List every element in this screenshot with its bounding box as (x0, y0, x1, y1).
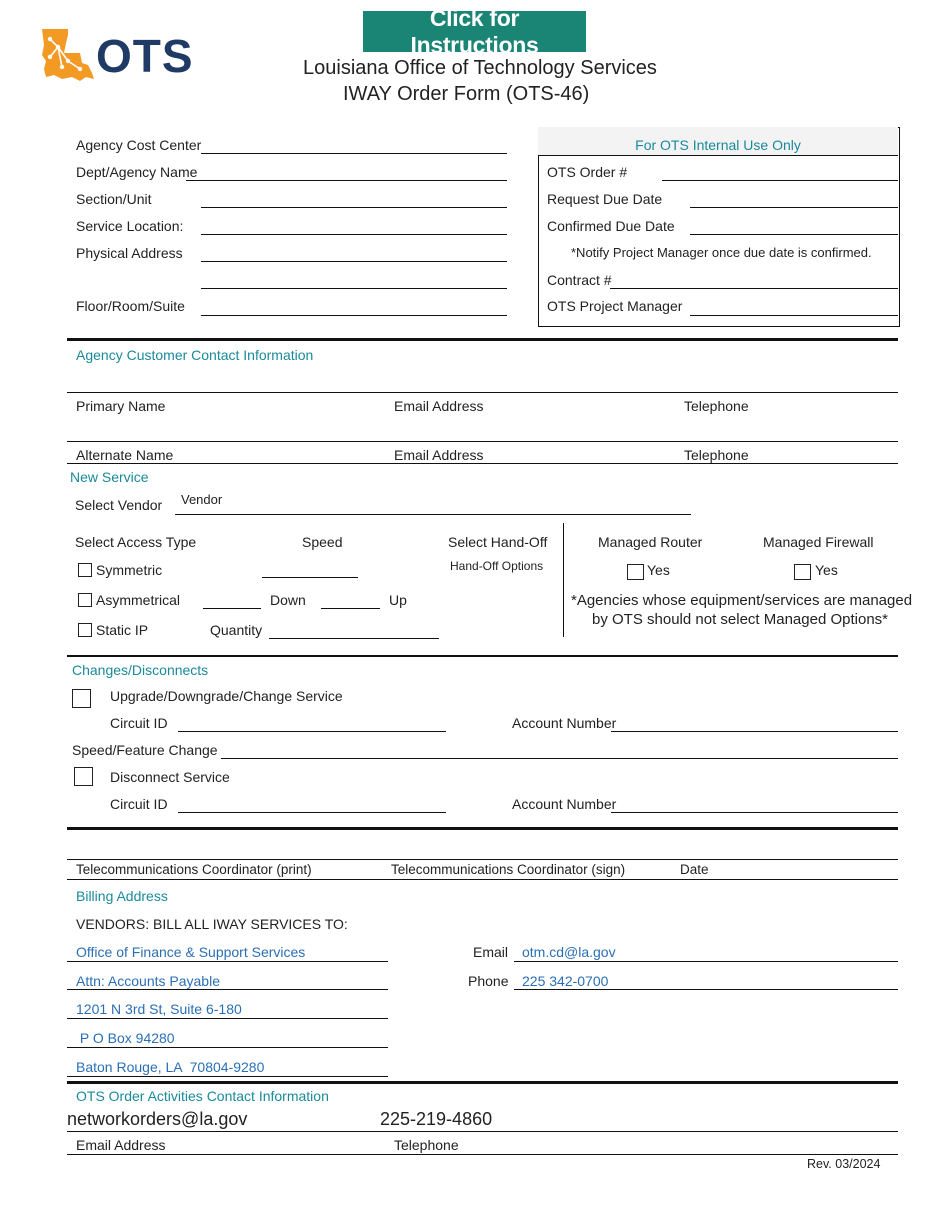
order-number-label: OTS Order # (547, 164, 628, 180)
cost-center-field[interactable] (201, 153, 507, 154)
divider (67, 463, 898, 464)
static-ip-checkbox[interactable] (78, 623, 92, 637)
ots-email-value: networkorders@la.gov (67, 1109, 248, 1129)
access-type-label: Select Access Type (75, 534, 197, 550)
managed-note-line2: by OTS should not select Managed Options* (592, 611, 889, 628)
upgrade-label: Upgrade/Downgrade/Change Service (110, 688, 343, 704)
signature-line[interactable] (67, 859, 898, 860)
new-service-heading: New Service (70, 469, 149, 485)
contact-heading: Agency Customer Contact Information (76, 347, 314, 363)
symmetric-speed-field[interactable] (262, 577, 358, 578)
billing-line-2: Attn: Accounts Payable (76, 973, 220, 989)
divider (67, 1154, 898, 1155)
vendors-note: VENDORS: BILL ALL IWAY SERVICES TO: (76, 916, 348, 932)
divider (67, 827, 898, 830)
divider (67, 879, 898, 880)
alternate-contact-line[interactable] (67, 441, 898, 442)
billing-phone-value: 225 342-0700 (522, 973, 609, 989)
order-number-field[interactable] (662, 180, 898, 181)
louisiana-state-icon (40, 27, 100, 83)
primary-email-label: Email Address (394, 398, 484, 414)
account-number-field-2[interactable] (611, 812, 898, 813)
quantity-label: Quantity (210, 622, 263, 638)
contract-field[interactable] (610, 288, 898, 289)
ots-contact-line (67, 1131, 898, 1132)
primary-contact-line[interactable] (67, 392, 898, 393)
coordinator-sign-label: Telecommunications Coordinator (sign) (391, 862, 626, 877)
billing-underline (67, 989, 388, 990)
billing-underline (67, 961, 388, 962)
billing-phone-label: Phone (468, 973, 509, 989)
speed-feature-field[interactable] (221, 758, 898, 759)
billing-underline (67, 1076, 388, 1077)
managed-firewall-yes: Yes (815, 562, 838, 578)
ots-phone-value: 225-219-4860 (380, 1109, 493, 1129)
billing-underline (67, 1018, 388, 1019)
symmetric-label: Symmetric (96, 562, 163, 578)
up-label: Up (389, 592, 407, 608)
ots-email-label: Email Address (76, 1137, 166, 1153)
circuit-id-label-2: Circuit ID (110, 796, 168, 812)
service-location-label: Service Location: (76, 218, 184, 234)
notify-note: *Notify Project Manager once due date is confirmed. (571, 245, 872, 260)
billing-heading: Billing Address (76, 888, 168, 904)
managed-note-line1: *Agencies whose equipment/services are managed (571, 592, 913, 609)
cost-center-label: Agency Cost Center (76, 137, 202, 153)
alternate-telephone-label: Telephone (684, 447, 749, 463)
dept-name-label: Dept/Agency Name (76, 164, 198, 180)
speed-feature-label: Speed/Feature Change (72, 742, 218, 758)
static-ip-label: Static IP (96, 622, 149, 638)
date-label: Date (680, 862, 709, 877)
circuit-id-field-1[interactable] (178, 731, 446, 732)
account-number-label-2: Account Number (512, 796, 617, 812)
disconnect-checkbox[interactable] (74, 767, 93, 786)
confirmed-due-field[interactable] (690, 234, 898, 235)
floor-label: Floor/Room/Suite (76, 298, 185, 314)
circuit-id-field-2[interactable] (178, 812, 446, 813)
billing-line-5: Baton Rouge, LA 70804-9280 (76, 1059, 265, 1075)
managed-firewall-label: Managed Firewall (763, 534, 874, 550)
speed-label: Speed (302, 534, 343, 550)
section-label: Section/Unit (76, 191, 152, 207)
primary-name-label: Primary Name (76, 398, 166, 414)
divider (67, 338, 898, 341)
asymmetrical-checkbox[interactable] (78, 593, 92, 607)
billing-email-link[interactable]: otm.cd@la.gov (522, 944, 616, 960)
floor-field[interactable] (201, 315, 507, 316)
handoff-select[interactable]: Hand-Off Options (450, 559, 544, 573)
billing-phone-underline (514, 989, 898, 990)
ots-logo (40, 27, 192, 83)
changes-heading: Changes/Disconnects (72, 662, 209, 678)
ots-phone-label: Telephone (394, 1137, 459, 1153)
handoff-label: Select Hand-Off (448, 534, 548, 550)
confirmed-due-label: Confirmed Due Date (547, 218, 675, 234)
managed-firewall-checkbox[interactable] (794, 564, 811, 580)
dept-name-field[interactable] (186, 180, 507, 181)
billing-line-1: Office of Finance & Support Services (76, 944, 306, 960)
logo-text: OTS (96, 30, 194, 82)
contract-label: Contract # (547, 272, 612, 288)
quantity-field[interactable] (269, 638, 439, 639)
instructions-button[interactable]: Click for Instructions (363, 11, 586, 52)
account-number-label-1: Account Number (512, 715, 617, 731)
form-title: Louisiana Office of Technology Services (303, 57, 657, 79)
revision-label: Rev. 03/2024 (807, 1157, 881, 1171)
coordinator-print-label: Telecommunications Coordinator (print) (76, 862, 312, 877)
managed-router-checkbox[interactable] (627, 564, 644, 580)
vendor-select-value: Vendor (181, 492, 223, 507)
managed-router-yes: Yes (647, 562, 670, 578)
vendor-select[interactable] (175, 490, 691, 515)
account-number-field-1[interactable] (611, 731, 898, 732)
request-due-label: Request Due Date (547, 191, 663, 207)
primary-telephone-label: Telephone (684, 398, 749, 414)
billing-line-3: 1201 N 3rd St, Suite 6-180 (76, 1001, 242, 1017)
down-label: Down (270, 592, 306, 608)
symmetric-checkbox[interactable] (78, 563, 92, 577)
form-subtitle: IWAY Order Form (OTS-46) (343, 83, 590, 105)
internal-use-heading: For OTS Internal Use Only (635, 137, 801, 153)
asymmetrical-label: Asymmetrical (96, 592, 181, 608)
select-vendor-label: Select Vendor (75, 497, 163, 513)
physical-address-label: Physical Address (76, 245, 183, 261)
alternate-email-label: Email Address (394, 447, 484, 463)
down-speed-field[interactable] (203, 608, 261, 609)
vertical-divider (563, 523, 564, 637)
alternate-name-label: Alternate Name (76, 447, 174, 463)
service-location-field[interactable] (201, 234, 507, 235)
circuit-id-label-1: Circuit ID (110, 715, 168, 731)
section-field[interactable] (201, 207, 507, 208)
request-due-field[interactable] (690, 207, 898, 208)
divider (67, 655, 898, 657)
managed-router-label: Managed Router (598, 534, 703, 550)
billing-underline (67, 1047, 388, 1048)
disconnect-label: Disconnect Service (110, 769, 230, 785)
project-manager-label: OTS Project Manager (547, 298, 683, 314)
billing-line-4: P O Box 94280 (76, 1030, 175, 1046)
upgrade-checkbox[interactable] (72, 689, 91, 708)
physical-address-field-2[interactable] (201, 288, 507, 289)
physical-address-field[interactable] (201, 261, 507, 262)
billing-email-label: Email (473, 944, 509, 960)
ots-contact-heading: OTS Order Activities Contact Information (76, 1088, 329, 1104)
divider (67, 1081, 898, 1084)
up-speed-field[interactable] (321, 608, 380, 609)
project-manager-field[interactable] (690, 315, 898, 316)
billing-email-underline (514, 961, 898, 962)
